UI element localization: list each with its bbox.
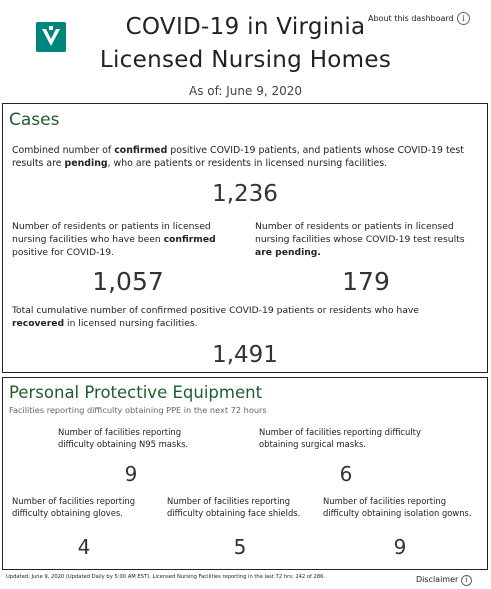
disclaimer-link[interactable]: Disclaimer — [416, 575, 459, 584]
combined-description: Combined number of confirmed positive COVID-19 patients, and patients whose COVID-19 test results are pending, who are patients or residents in licensed nursing facilities. — [12, 145, 464, 169]
n95-label: Number of facilities reporting difficulty obtaining N95 masks. — [58, 427, 189, 449]
combined-cases-value: 1,236 — [212, 181, 278, 207]
about-dashboard-link[interactable]: About this dashboard — [368, 14, 454, 23]
page-subtitle: Licensed Nursing Homes — [99, 47, 392, 73]
gloves-value: 4 — [77, 535, 91, 559]
n95-value: 9 — [124, 462, 138, 486]
ppe-panel — [2, 377, 488, 570]
pending-cases-value: 179 — [342, 267, 390, 296]
confirmed-cases-value: 1,057 — [92, 267, 164, 296]
page-title: COVID-19 in Virginia — [125, 14, 366, 40]
info-icon[interactable]: i — [457, 12, 470, 25]
ppe-heading: Personal Protective Equipment — [9, 383, 263, 402]
face-shields-label: Number of facilities reporting difficulty obtaining face shields. — [167, 496, 301, 518]
recovered-value: 1,491 — [212, 342, 278, 368]
face-shields-value: 5 — [233, 535, 247, 559]
as-of-date: As of: June 9, 2020 — [188, 84, 303, 98]
surgical-masks-label: Number of facilities reporting difficulty obtaining surgical masks. — [259, 427, 421, 449]
confirmed-description: Number of residents or patients in licensed nursing facilities who have been confirmed positive for COVID-19. — [12, 221, 216, 258]
update-note: Updated: June 9, 2020 (Updated Daily by 5:00 AM EST). Licensed Nursing Facilities reporting in the last 72 hrs: 242 of 286. — [6, 574, 326, 580]
isolation-gowns-value: 9 — [393, 535, 407, 559]
surgical-masks-value: 6 — [339, 462, 353, 486]
ppe-subheading: Facilities reporting difficulty obtaining PPE in the next 72 hours — [9, 405, 267, 415]
pending-description: Number of residents or patients in licensed nursing facilities whose COVID-19 test results are pending. — [255, 221, 465, 258]
recovered-description: Total cumulative number of confirmed positive COVID-19 patients or residents who have recovered in licensed nursing facilities. — [12, 305, 419, 329]
gloves-label: Number of facilities reporting difficulty obtaining gloves. — [12, 496, 136, 518]
disclaimer-info-icon[interactable]: i — [461, 575, 472, 586]
isolation-gowns-label: Number of facilities reporting difficulty obtaining isolation gowns. — [323, 496, 472, 518]
cases-heading: Cases — [9, 110, 60, 130]
cases-panel — [2, 103, 488, 373]
